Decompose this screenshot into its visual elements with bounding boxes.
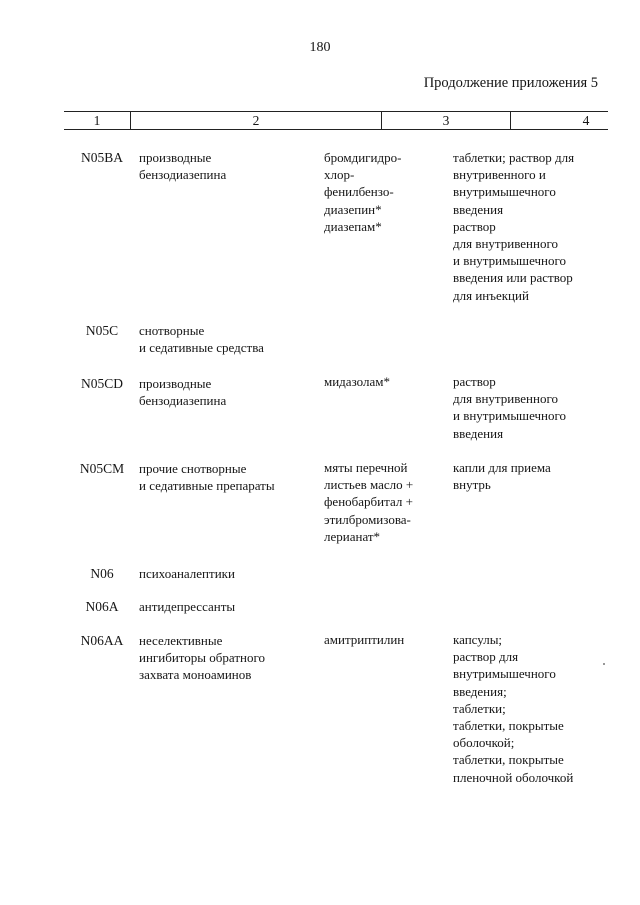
row-code: N06A — [85, 599, 119, 614]
column-header-2: 2 — [252, 113, 260, 128]
row-code: N05C — [85, 323, 119, 338]
row-drug-name: бромдигидро- хлор- фенилбензо- диазепин* диазепам* — [324, 150, 402, 234]
row-dosage-form: капсулы; раствор для внутримышечного введения; таблетки; таблетки, покрытые оболочкой; таблетки, покрытые пленочной оболочкой — [453, 632, 574, 785]
table-header — [64, 111, 608, 130]
row-group-name: психоаналептики — [139, 566, 235, 581]
row-group-name: неселективные ингибиторы обратного захвата моноаминов — [139, 633, 265, 683]
continuation-heading: Продолжение приложения 5 — [423, 75, 598, 91]
row-drug-name: мидазолам* — [324, 374, 390, 389]
column-header-1: 1 — [93, 113, 101, 128]
row-group-name: прочие снотворные и седативные препараты — [139, 461, 275, 494]
row-code: N05CM — [79, 461, 125, 476]
row-code: N05CD — [80, 376, 123, 391]
row-dosage-form: раствор для внутривенного и внутримышечного введения — [453, 374, 567, 441]
row-drug-name: мяты перечной листьев масло + фенобарбитал + этилбромизова- лерианат* — [324, 460, 414, 544]
column-header-4: 4 — [582, 113, 590, 128]
row-code: N06 — [90, 566, 114, 581]
row-code: N06AA — [80, 633, 124, 648]
scan-speck — [603, 663, 605, 665]
page-number: 180 — [309, 40, 331, 55]
row-code: N05BA — [80, 150, 123, 165]
row-group-name: антидепрессанты — [139, 599, 236, 614]
row-dosage-form: капли для приема внутрь — [453, 460, 551, 493]
row-dosage-form: таблетки; раствор для внутривенного и внутримышечного введения раствор для внутривенного и внутримышечного введения или раствор для инъекций — [453, 150, 575, 303]
row-group-name: производные бензодиазепина — [139, 150, 227, 183]
column-header-3: 3 — [442, 113, 450, 128]
row-drug-name: амитриптилин — [324, 632, 405, 647]
row-group-name: производные бензодиазепина — [139, 376, 227, 409]
row-group-name: снотворные и седативные средства — [139, 323, 264, 356]
